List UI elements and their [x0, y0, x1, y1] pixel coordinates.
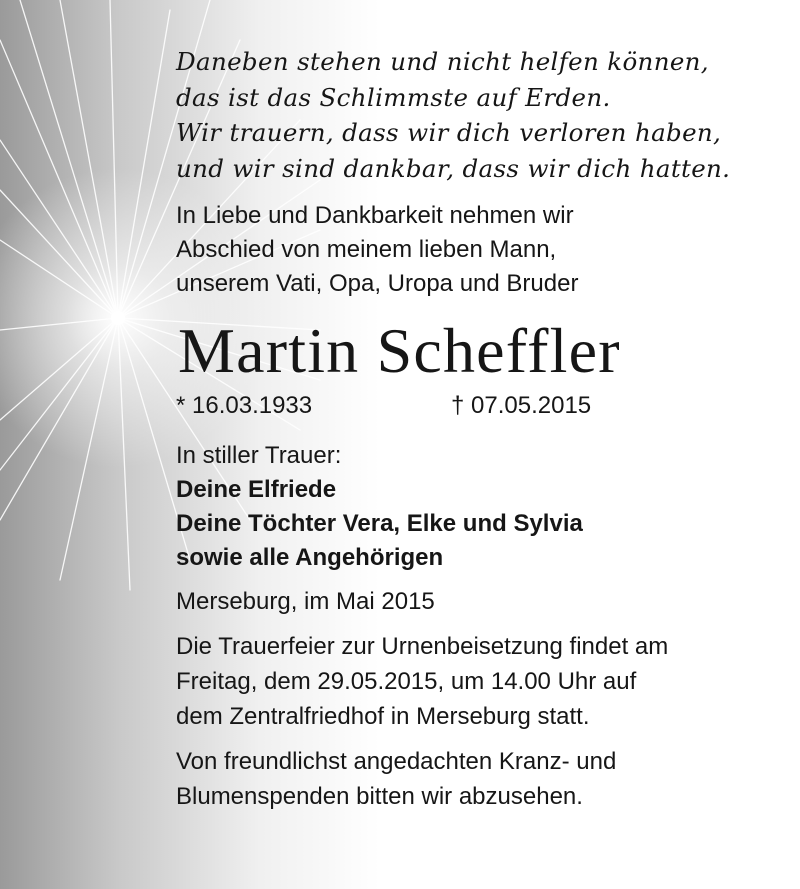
flowers-request	[176, 744, 776, 814]
request-line: Blumenspenden bitten wir abzusehen.	[176, 783, 583, 810]
notice-text	[176, 44, 776, 814]
poem-line: Daneben stehen und nicht helfen können,	[176, 47, 709, 76]
funeral-line: Die Trauerfeier zur Urnenbeisetzung findet am	[176, 633, 669, 660]
funeral-line: dem Zentralfriedhof in Merseburg statt.	[176, 703, 590, 730]
place-date: Merseburg, im Mai 2015	[176, 588, 435, 615]
memorial-poem	[176, 44, 776, 186]
request-line: Von freundlichst angedachten Kranz- und	[176, 748, 617, 775]
mourner-name: sowie alle Angehörigen	[176, 544, 444, 571]
poem-line: und wir sind dankbar, dass wir dich hatten.	[176, 153, 731, 183]
birth-date: * 16.03.1933	[176, 392, 313, 419]
mourner-name: Deine Elfriede	[176, 476, 337, 503]
funeral-info	[176, 629, 776, 734]
intro-line: unserem Vati, Opa, Uropa und Bruder	[176, 270, 579, 297]
intro-line: In Liebe und Dankbarkeit nehmen wir	[176, 202, 574, 229]
mourners-heading: In stiller Trauer:	[176, 442, 342, 469]
poem-line: Wir trauern, dass wir dich verloren haben,	[176, 118, 722, 147]
death-date: † 07.05.2015	[451, 392, 592, 419]
poem-line: das ist das Schlimmste auf Erden.	[176, 82, 611, 112]
mourner-name: Deine Töchter Vera, Elke und Sylvia	[176, 510, 583, 537]
deceased-name: Martin Scheffler	[178, 315, 621, 386]
farewell-intro	[176, 199, 776, 301]
life-dates	[176, 389, 776, 423]
funeral-line: Freitag, dem 29.05.2015, um 14.00 Uhr auf	[176, 668, 637, 695]
mourners-block	[176, 439, 776, 575]
intro-line: Abschied von meinem lieben Mann,	[176, 236, 557, 263]
